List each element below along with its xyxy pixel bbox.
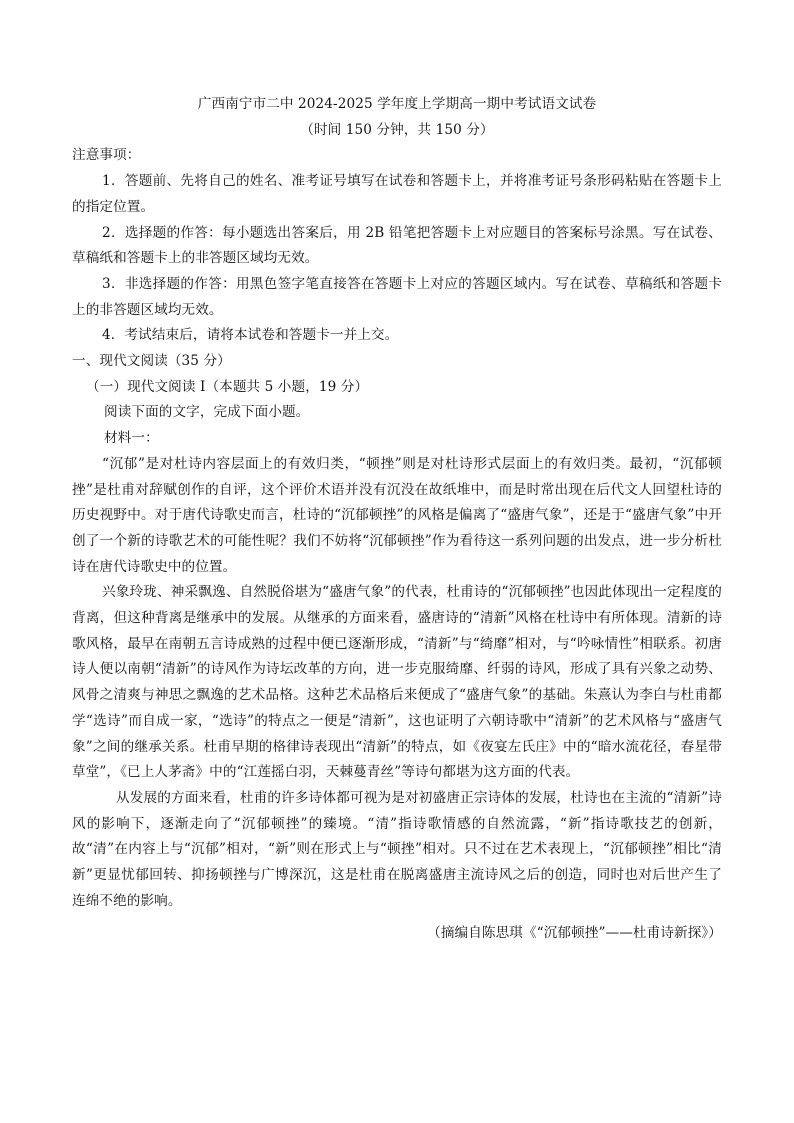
source-citation: （摘编自陈思琪《“沉郁顿挫”——杜甫诗新探》） bbox=[427, 924, 722, 941]
document-page bbox=[72, 92, 722, 946]
notice-heading: 注意事项： bbox=[72, 147, 141, 164]
material-paragraph: “沉郁”是对杜诗内容层面上的有效归类，“顿挫”则是对杜诗形式层面上的有效归类。最初，“沉郁顿挫”是杜甫对辞赋创作的自评，这个评价术语并没有沉没在故纸堆中，而是时常出现在后代文人回望杜诗的历史视野中。对于唐代诗歌史而言，杜诗的“沉郁顿挫”的风格是偏离了“盛唐气象”，还是于“盛唐气象”中开创了一个新的诗歌艺术的可能性呢？我们不妨将“沉郁顿挫”作为看待这一系列问题的出发点，进一步分析杜诗在唐代诗歌史中的位置。 bbox=[72, 455, 722, 575]
exam-subtitle: （时间 150 分钟，共 150 分） bbox=[300, 121, 494, 138]
section-heading: 一、现代文阅读（35 分） bbox=[72, 353, 231, 370]
material-paragraph: 兴象玲珑、神采飘逸、自然脱俗堪为“盛唐气象”的代表，杜甫诗的“沉郁顿挫”也因此体现出一定程度的背离，但这种背离是继承中的发展。从继承的方面来看，盛唐诗的“清新”风格在杜诗中有所体现。清新的诗歌风格，最早在南朝五言诗成熟的过程中便已逐渐形成，“清新”与“绮靡”相对，与“吟咏情性”相联系。初唐诗人便以南朝“清新”的诗风作为诗坛改革的方向，进一步克服绮靡、纤弱的诗风，形成了具有兴象之动势、风骨之清爽与神思之飘逸的艺术品格。这种艺术品格后来便成了“盛唐气象”的基础。朱熹认为李白与杜甫都学“选诗”而自成一家，“选诗”的特点之一便是“清新”，这也证明了六朝诗歌中“清新”的艺术风格与“盛唐气象”之间的继承关系。杜甫早期的格律诗表现出“清新”的特点，如《夜宴左氏庄》中的“暗水流花径，春星带草堂”，《已上人茅斋》中的“江莲摇白羽，天棘蔓青丝”等诗句都堪为这方面的代表。 bbox=[72, 584, 722, 781]
notice-item: 3．非选择题的作答：用黑色签字笔直接答在答题卡上对应的答题区域内。写在试卷、草稿纸和答题卡上的非答题区域均无效。 bbox=[72, 275, 722, 318]
reading-instruction: 阅读下面的文字，完成下面小题。 bbox=[104, 404, 310, 421]
notice-item: 1．答题前、先将自己的姓名、准考证号填写在试卷和答题卡上，并将准考证号条形码粘贴在答题卡上的指定位置。 bbox=[72, 173, 722, 215]
exam-title: 广西南宁市二中 2024-2025 学年度上学期高一期中考试语文试卷 bbox=[197, 96, 597, 112]
notice-item: 4．考试结束后，请将本试卷和答题卡一并上交。 bbox=[102, 327, 399, 344]
notice-item: 2．选择题的作答：每小题选出答案后，用 2B 铅笔把答题卡上对应题目的答案标号涂黑。写在试卷、草稿纸和答题卡上的非答题区域均无效。 bbox=[72, 224, 722, 267]
material-paragraph: 从发展的方面来看，杜甫的许多诗体都可视为是对初盛唐正宗诗体的发展，杜诗也在主流的“清新”诗风的影响下，逐渐走向了“沉郁顿挫”的臻境。“清”指诗歌情感的自然流露，“新”指诗歌技艺的创新，故“清”在内容上与“沉郁”相对，“新”则在形式上与“顿挫”相对。只不过在艺术表现上，“沉郁顿挫”相比“清新”更显忧郁回转、抑扬顿挫与广博深沉，这是杜甫在脱离盛唐主流诗风之后的创造，同时也对后世产生了连绵不绝的影响。 bbox=[72, 789, 722, 909]
material-label: 材料一： bbox=[104, 430, 159, 447]
subsection-heading: （一）现代文阅读 I（本题共 5 小题，19 分） bbox=[86, 378, 369, 395]
